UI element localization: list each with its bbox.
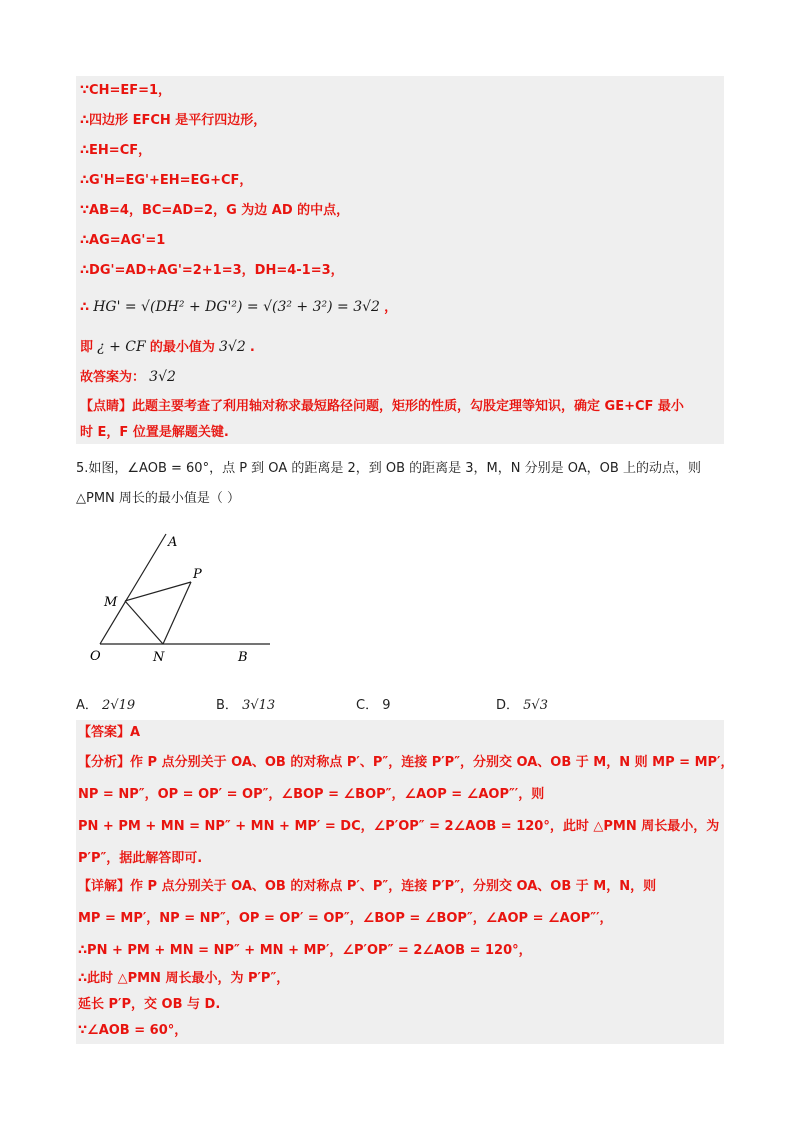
option-b-letter: B． xyxy=(216,698,238,713)
label-n: N xyxy=(153,650,165,665)
question-5-text: 5.如图，∠AOB = 60°，点 P 到 OA 的距离是 2，到 OB 的距离是 3，M，N 分别是 OA，OB 上的动点，则 xyxy=(76,461,701,476)
label-p: P xyxy=(193,567,202,582)
comment-tag: 【点睛】 xyxy=(80,399,133,414)
analysis-tag: 【分析】 xyxy=(78,755,131,770)
label-b: B xyxy=(238,650,248,665)
option-c[interactable] xyxy=(356,694,391,713)
answer-line xyxy=(78,724,140,742)
label-o: O xyxy=(90,649,101,664)
option-b[interactable] xyxy=(216,694,275,713)
segment-pn xyxy=(163,582,191,644)
detail-line-6: ∵∠AOB = 60°， xyxy=(78,1023,188,1038)
detail-line-1 xyxy=(78,878,656,896)
solution-line-6: ∴AG=AG'=1 xyxy=(80,233,166,248)
geometry-figure xyxy=(86,530,286,670)
option-c-value: 9 xyxy=(382,698,391,713)
solution-line-8 xyxy=(80,298,397,317)
ray-oa xyxy=(100,534,166,644)
solution-box-top xyxy=(76,76,724,444)
detail-line-2: MP = MP′，NP = NP″，OP = OP′ = OP″，∠BOP = ∠BOP″，∠AOP = ∠AOP″′， xyxy=(78,911,613,926)
option-d[interactable] xyxy=(496,694,548,713)
answer-tag: 【答案】 xyxy=(78,725,131,740)
line10-value: 3√2 xyxy=(149,369,176,385)
comment-text-1: 此题主要考查了利用轴对称求最短路径问题，矩形的性质，勾股定理等知识，确定 GE+CF 最小 xyxy=(132,399,684,414)
question-5-line2: △PMN 周长的最小值是（ ） xyxy=(76,491,241,506)
line10-prefix: 故答案为： xyxy=(80,370,146,385)
option-d-letter: D． xyxy=(496,698,520,713)
detail-line-3: ∴PN + PM + MN = NP″ + MN + MP′，∠P′OP″ = 2∠AOB = 120°， xyxy=(78,943,532,958)
line8-suffix: ， xyxy=(384,300,398,315)
line8-prefix: ∴ xyxy=(80,300,90,315)
option-b-value: 3√13 xyxy=(242,698,276,713)
solution-line-7: ∴DG'=AD+AG'=2+1=3，DH=4-1=3， xyxy=(80,263,344,278)
option-a-letter: A． xyxy=(76,698,98,713)
pythagoras-formula: HG' = √(DH² + DG'²) = √(3² + 3²) = 3√2 xyxy=(93,299,380,315)
comment-line-2: 时 E，F 位置是解题关键. xyxy=(80,425,229,440)
answer-box xyxy=(76,720,734,1044)
line9-mid: 的最小值为 xyxy=(149,340,215,355)
solution-line-3: ∴EH=CF， xyxy=(80,143,152,158)
solution-line-4: ∴G'H=EG'+EH=EG+CF， xyxy=(80,173,253,188)
analysis-line-1 xyxy=(78,754,733,772)
analysis-line-4: P′P″，据此解答即可. xyxy=(78,851,203,866)
solution-line-1: ∵CH=EF=1， xyxy=(80,83,172,98)
solution-line-10 xyxy=(80,368,176,387)
line9-formula: ¿ + CF xyxy=(97,339,146,355)
line9-value: 3√2 xyxy=(219,339,246,355)
line9-prefix: 即 xyxy=(80,340,94,355)
detail-line-4: ∴此时 △PMN 周长最小，为 P′P″， xyxy=(78,971,290,986)
option-a-value: 2√19 xyxy=(102,698,136,713)
label-m: M xyxy=(104,595,118,610)
analysis-line-2: NP = NP″，OP = OP′ = OP″，∠BOP = ∠BOP″，∠AOP = ∠AOP″′，则 xyxy=(78,787,545,802)
comment-line-1 xyxy=(80,398,684,416)
analysis-text-1: 作 P 点分别关于 OA、OB 的对称点 P′、P″，连接 P′P″，分别交 OA、OB 于 M，N 则 MP = MP′， xyxy=(130,755,734,770)
line9-suffix: . xyxy=(249,340,255,355)
solution-line-2: ∴四边形 EFCH 是平行四边形， xyxy=(80,113,267,128)
answer-value: A xyxy=(130,725,141,740)
option-d-value: 5√3 xyxy=(523,698,548,713)
label-a: A xyxy=(168,535,178,550)
detail-text-1: 作 P 点分别关于 OA、OB 的对称点 P′、P″，连接 P′P″，分别交 OA、OB 于 M，N，则 xyxy=(130,879,657,894)
solution-line-5: ∵AB=4，BC=AD=2，G 为边 AD 的中点， xyxy=(80,203,350,218)
detail-tag: 【详解】 xyxy=(78,879,131,894)
option-a[interactable] xyxy=(76,694,135,713)
segment-mn xyxy=(125,601,163,644)
option-c-letter: C． xyxy=(356,698,379,713)
analysis-line-3: PN + PM + MN = NP″ + MN + MP′ = DC，∠P′OP″ = 2∠AOB = 120°，此时 △PMN 周长最小，为 xyxy=(78,819,720,834)
detail-line-5: 延长 P′P，交 OB 与 D. xyxy=(78,997,221,1012)
solution-line-9 xyxy=(80,338,255,357)
